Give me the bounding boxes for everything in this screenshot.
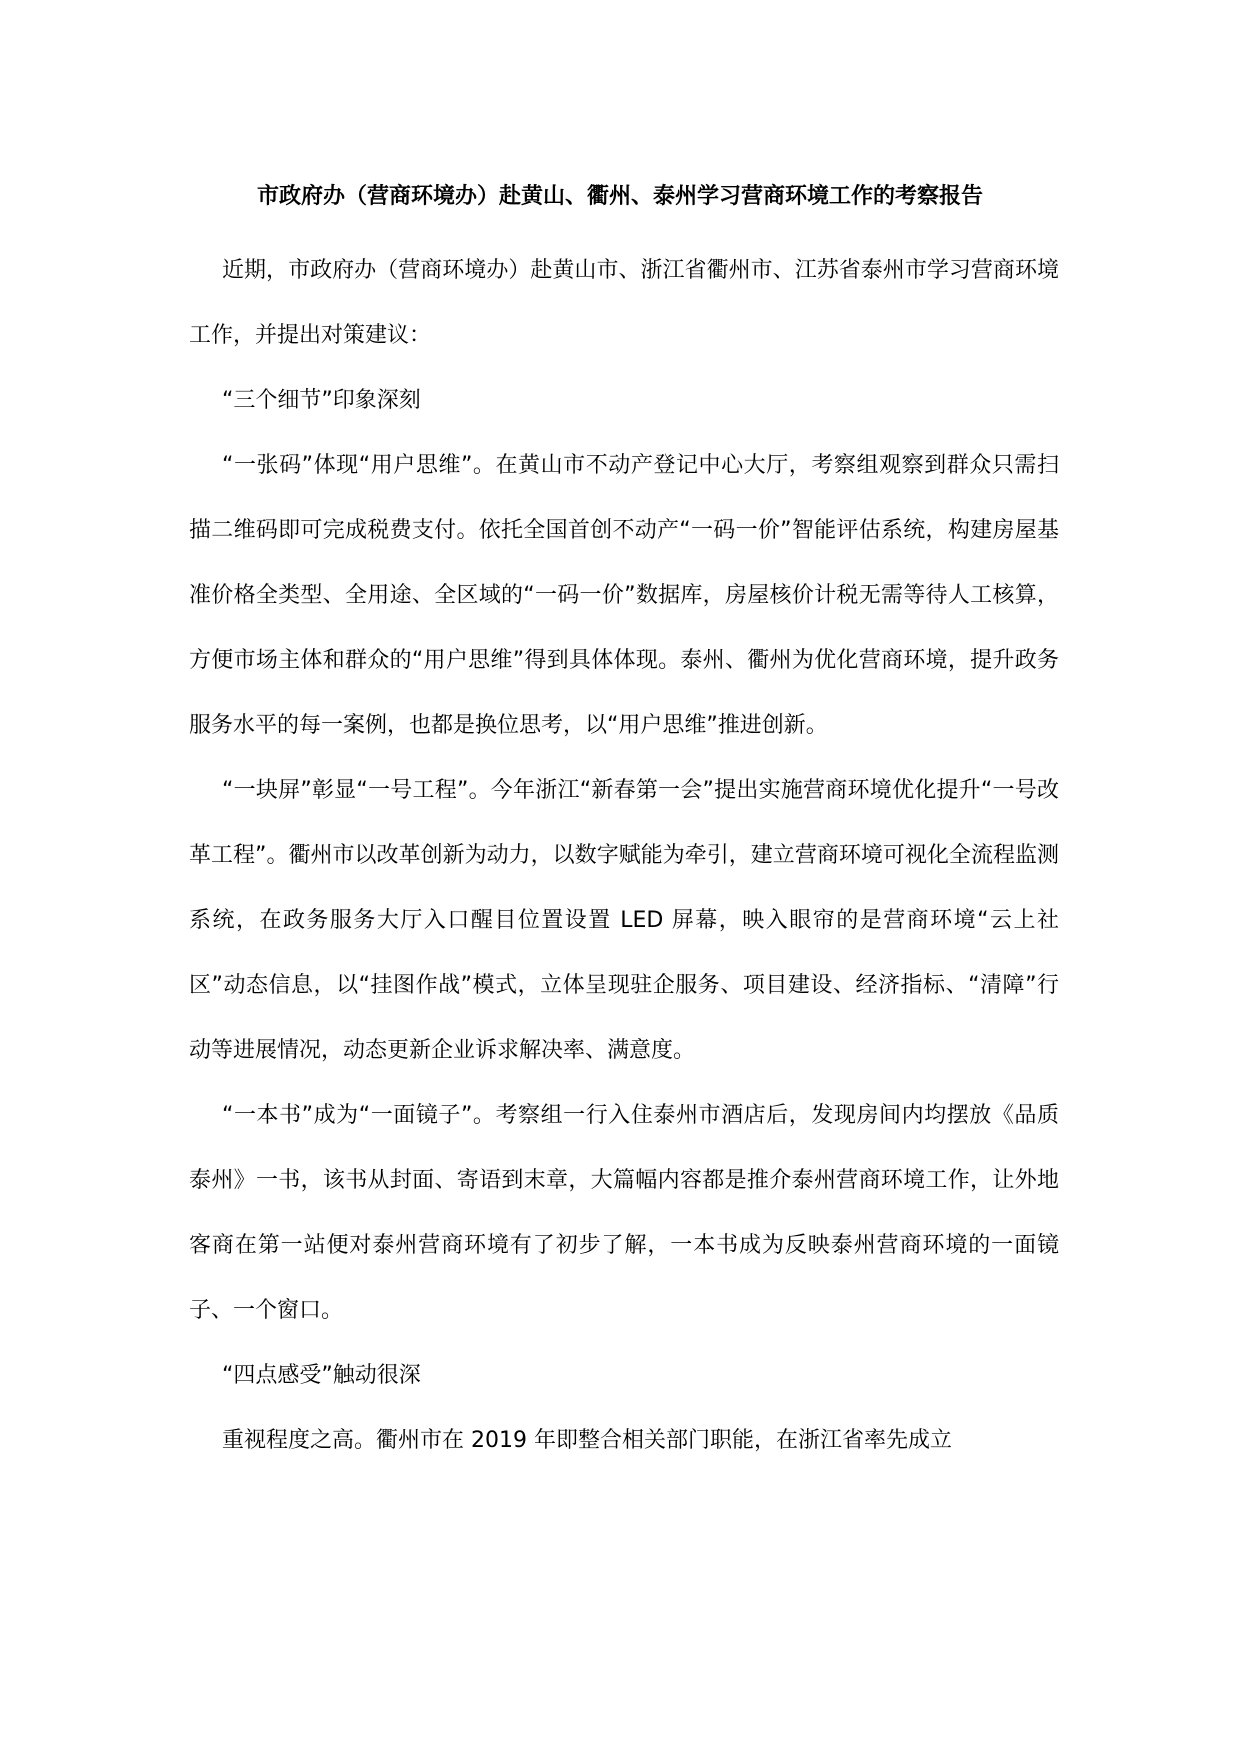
paragraph-one-code: “一张码”体现“用户思维”。在黄山市不动产登记中心大厅，考察组观察到群众只需扫描二维码即可完成税费支付。依托全国首创不动产“一码一价”智能评估系统，构建房屋基准价格全类型、全用途、全区域的“一码一价”数据库，房屋核价计税无需等待人工核算，方便市场主体和群众的“用户思维”得到具体体现。泰州、衢州为优化营商环境，提升政务服务水平的每一案例，也都是换位思考，以“用户思维”推进创新。	[189, 453, 1059, 738]
paragraph-attention-level: 重视程度之高。衢州市在 2019 年即整合相关部门职能，在浙江省率先成立	[222, 1428, 952, 1453]
section-heading-three-details: “三个细节”印象深刻	[222, 388, 421, 413]
document-body	[189, 238, 1059, 1473]
paragraph-intro: 近期，市政府办（营商环境办）赴黄山市、浙江省衢州市、江苏省泰州市学习营商环境工作，并提出对策建议：	[189, 258, 1059, 348]
section-heading-four-feelings: “四点感受”触动很深	[222, 1363, 421, 1388]
paragraph-one-book: “一本书”成为“一面镜子”。考察组一行入住泰州市酒店后，发现房间内均摆放《品质泰州》一书，该书从封面、寄语到末章，大篇幅内容都是推介泰州营商环境工作，让外地客商在第一站便对泰州营商环境有了初步了解，一本书成为反映泰州营商环境的一面镜子、一个窗口。	[189, 1103, 1059, 1323]
document-title: 市政府办（营商环境办）赴黄山、衢州、泰州学习营商环境工作的考察报告	[256, 184, 983, 209]
paragraph-one-screen: “一块屏”彰显“一号工程”。今年浙江“新春第一会”提出实施营商环境优化提升“一号改革工程”。衢州市以改革创新为动力，以数字赋能为牵引，建立营商环境可视化全流程监测系统，在政务服务大厅入口醒目位置设置 LED 屏幕，映入眼帘的是营商环境“云上社区”动态信息，以“挂图作战”模式，立体呈现驻企服务、项目建设、经济指标、“清障”行动等进展情况，动态更新企业诉求解决率、满意度。	[189, 778, 1059, 1063]
